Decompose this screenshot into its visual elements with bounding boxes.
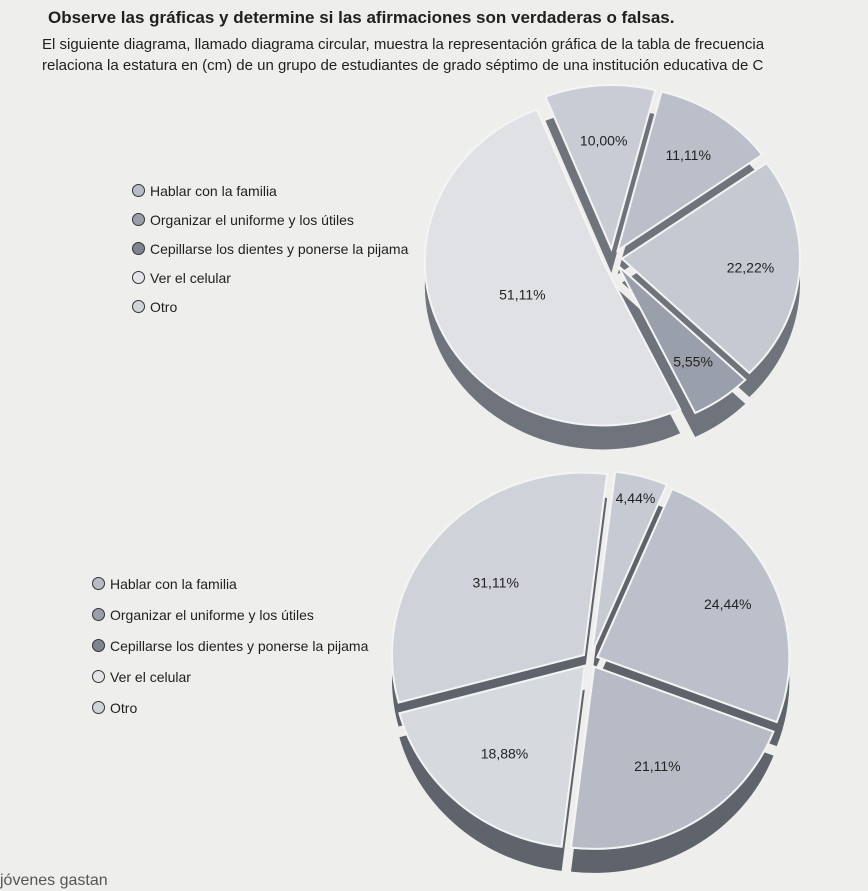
legend-label: Organizar el uniforme y los útiles xyxy=(150,211,354,228)
legend-label: Cepillarse los dientes y ponerse la pijama xyxy=(150,240,409,257)
cut-off-text: jóvenes gastan xyxy=(0,872,108,889)
legend-label: Ver el celular xyxy=(110,668,191,685)
pie-slice-label: 10,00% xyxy=(579,132,628,149)
pie-slice-label: 11,11% xyxy=(665,147,711,164)
pie-slice-label: 21,11% xyxy=(634,758,681,775)
intro-line-1: El siguiente diagrama, llamado diagrama circular, muestra la representación gráfica de la tabla de frecuencia xyxy=(42,36,765,53)
legend-label: Organizar el uniforme y los útiles xyxy=(110,606,314,623)
pie-slice-label: 5,55% xyxy=(673,353,713,370)
pie-slice-label: 22,22% xyxy=(726,259,775,276)
legend-label: Hablar con la familia xyxy=(150,182,277,199)
pie-slice-label: 51,11% xyxy=(499,286,546,303)
legend-label: Ver el celular xyxy=(150,269,231,286)
legend-label: Otro xyxy=(110,699,138,716)
legend-label: Cepillarse los dientes y ponerse la pijama xyxy=(110,637,369,654)
exercise-heading: Observe las gráficas y determine si las afirmaciones son verdaderas o falsas. xyxy=(48,8,675,27)
intro-line-2: relaciona la estatura en (cm) de un grupo de estudiantes de grado séptimo de una institución educativa de C xyxy=(42,57,764,74)
legend-label: Otro xyxy=(150,298,178,315)
pie-slice-label: 4,44% xyxy=(615,489,656,506)
pie-slice-label: 18,88% xyxy=(480,745,529,762)
pie-slice-label: 31,11% xyxy=(472,574,519,591)
legend-label: Hablar con la familia xyxy=(110,575,237,592)
pie-slice-label: 24,44% xyxy=(704,596,752,613)
